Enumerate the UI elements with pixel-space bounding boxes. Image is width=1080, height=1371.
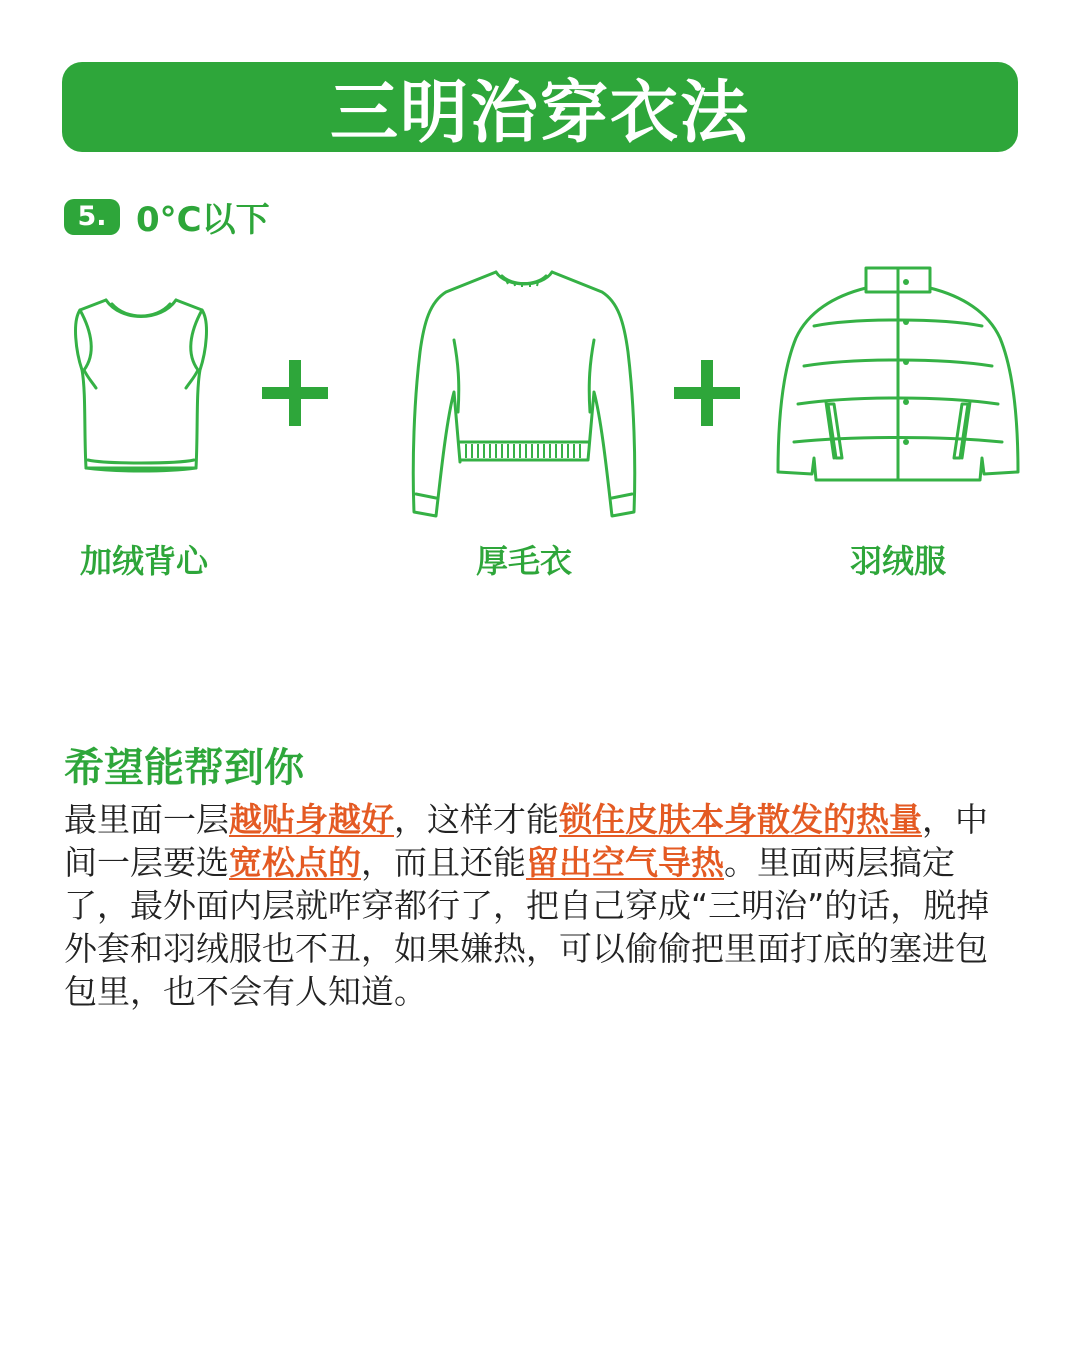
highlight-text: 锁住皮肤本身散发的热量 [559, 800, 922, 839]
text-segment: 。里面两层搞定了，最外面内层就咋穿都行了，把自己穿成“三明治”的话，脱掉外套和羽绒服也不丑，如果嫌热，可以偷偷把里面打底的塞进包包里，也不会有人知道。 [64, 843, 990, 1011]
body-paragraph [64, 798, 1014, 1013]
garment-label-down-jacket: 羽绒服 [849, 542, 946, 580]
highlight-text: 宽松点的 [229, 843, 361, 882]
text-segment: ，中间一层要选 [64, 800, 988, 882]
down-jacket-icon [774, 262, 1022, 486]
temperature-label: 0°C以下 [136, 200, 270, 240]
plus-icon [674, 360, 740, 430]
vest-illustration [66, 292, 216, 482]
garment-label-vest: 加绒背心 [79, 542, 208, 580]
title-banner [62, 62, 1018, 152]
text-segment: ，而且还能 [361, 843, 526, 882]
step-row [64, 192, 270, 241]
vest-icon [66, 292, 216, 482]
text-segment: 最里面一层 [64, 800, 229, 839]
garment-label-sweater: 厚毛衣 [475, 542, 572, 580]
sweater-illustration [406, 262, 642, 524]
step-number-badge: 5. [64, 199, 120, 235]
plus-icon [262, 360, 328, 430]
highlight-text: 越贴身越好 [229, 800, 394, 839]
highlight-text: 留出空气导热 [526, 843, 724, 882]
sweater-icon [406, 262, 642, 524]
page-title: 三明治穿衣法 [329, 73, 750, 153]
section-heading: 希望能帮到你 [64, 745, 304, 791]
text-segment: ，这样才能 [394, 800, 559, 839]
down-jacket-illustration [774, 262, 1022, 486]
